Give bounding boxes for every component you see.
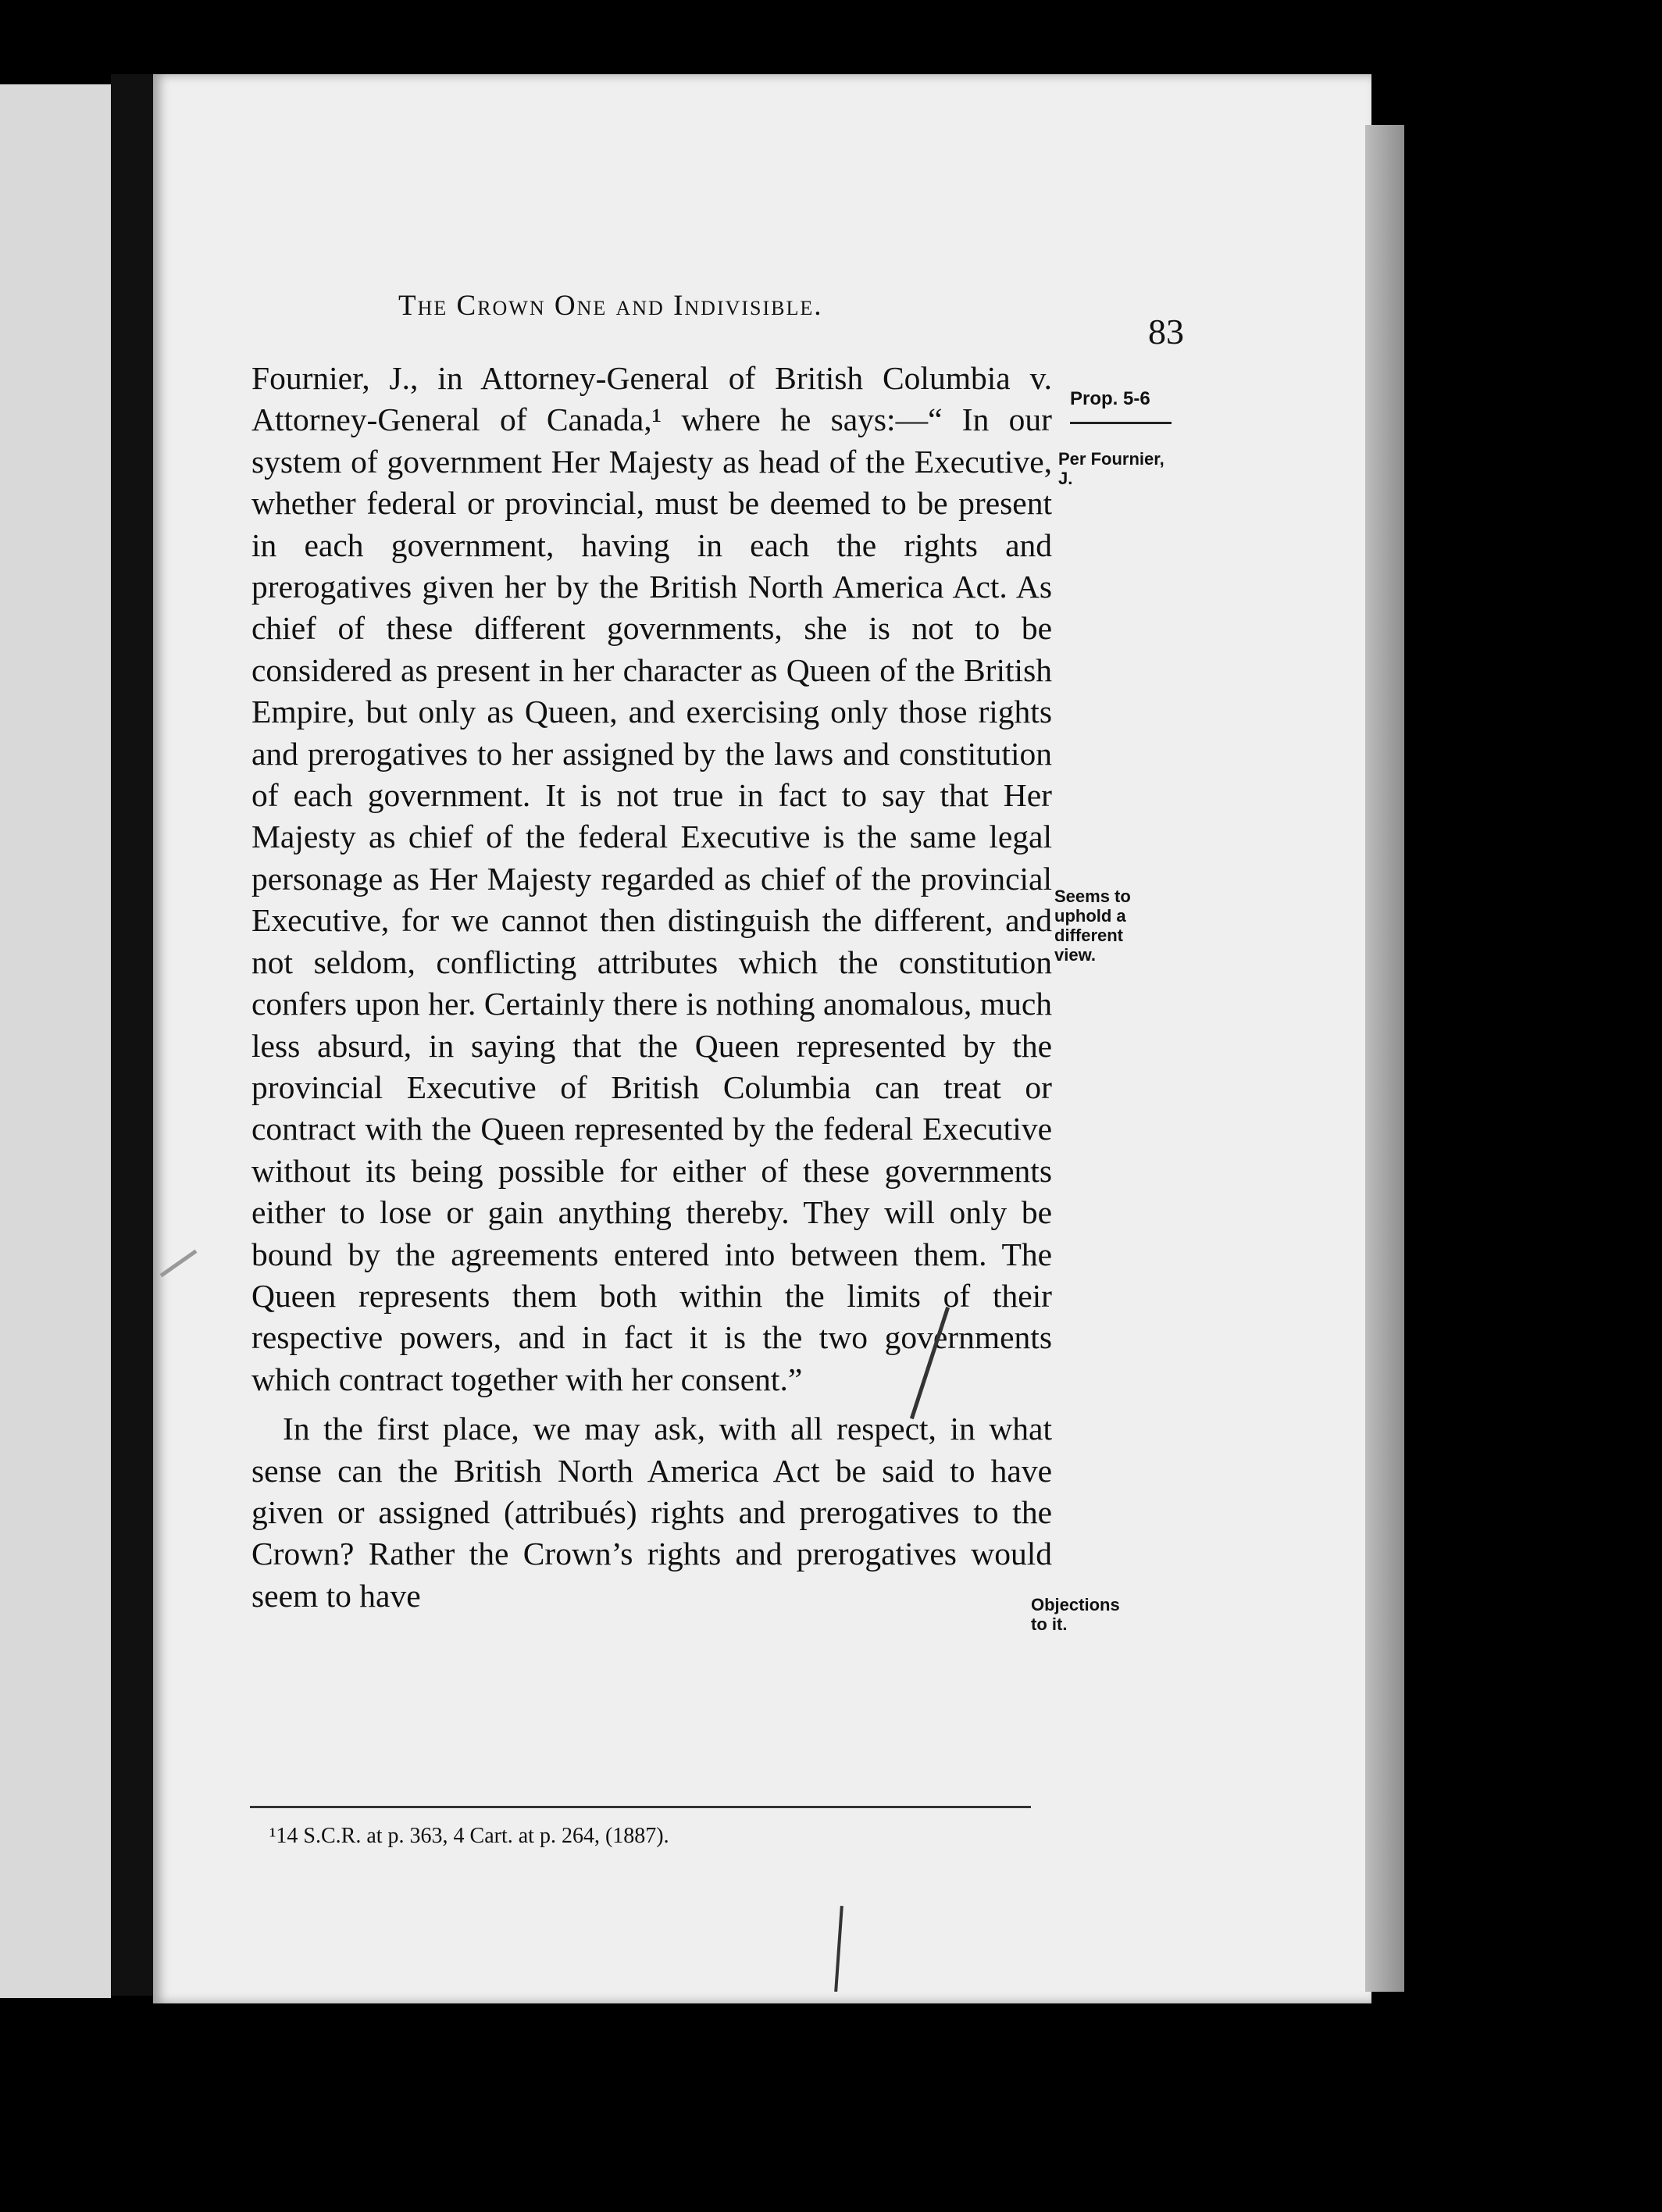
footnote: ¹14 S.C.R. at p. 363, 4 Cart. at p. 264, (1887). — [269, 1824, 669, 1848]
sidenote-prop: Prop. 5-6 — [1070, 388, 1150, 409]
body-text — [251, 358, 1052, 1617]
running-head: The Crown One and Indivisible. — [398, 290, 823, 322]
sidenote-objections: Objections to it. — [1031, 1595, 1120, 1634]
paragraph-objections: In the first place, we may ask, with all respect, in what sense can the British North America Act be said to have given or assigned (attribués) rights and prerogatives to the Crown? Rather the Crown’s rights and prerogatives would seem to have — [251, 1411, 1052, 1614]
facing-page-edge — [0, 84, 111, 1998]
footnote-rule — [250, 1806, 1031, 1808]
book-gutter — [111, 74, 158, 1996]
sidenote-per-fournier: Per Fournier, J. — [1058, 449, 1164, 488]
page-stack-edge — [1365, 125, 1404, 1992]
paragraph-quotation: Fournier, J., in Attorney-General of British Columbia v. Attorney-General of Canada,¹ where he says:—“ In our system of government Her Majesty as head of the Executive, whether federal or provincial, must be deemed to be present in each government, having in each the rights and prerogatives given her by the British North America Act. As chief of these different governments, she is not to be considered as present in her character as Queen of the British Empire, but only as Queen, and exercising only those rights and prerogatives to her assigned by the laws and constitution of each government. It is not true in fact to say that Her Majesty as chief of the federal Executive is the same legal personage as Her Majesty regarded as chief of the provincial Executive, for we cannot then distinguish the different, and not seldom, conflicting attributes which the constitution confers upon her. Certainly there is nothing anomalous, much less absurd, in saying that the Queen represented by the provincial Executive of British Columbia can treat or contract with the Queen represented by the federal Executive without its being possible for either of these governments either to lose or gain anything thereby. They will only be bound by the agreements entered into between them. The Queen represents them both within the limits of their respective powers, and in fact it is the two governments which contract together with her consent.” — [251, 360, 1052, 1397]
sidenote-rule — [1070, 422, 1172, 424]
sidenote-seems-to-uphold: Seems to uphold a different view. — [1054, 887, 1131, 965]
page-number: 83 — [1148, 312, 1184, 351]
